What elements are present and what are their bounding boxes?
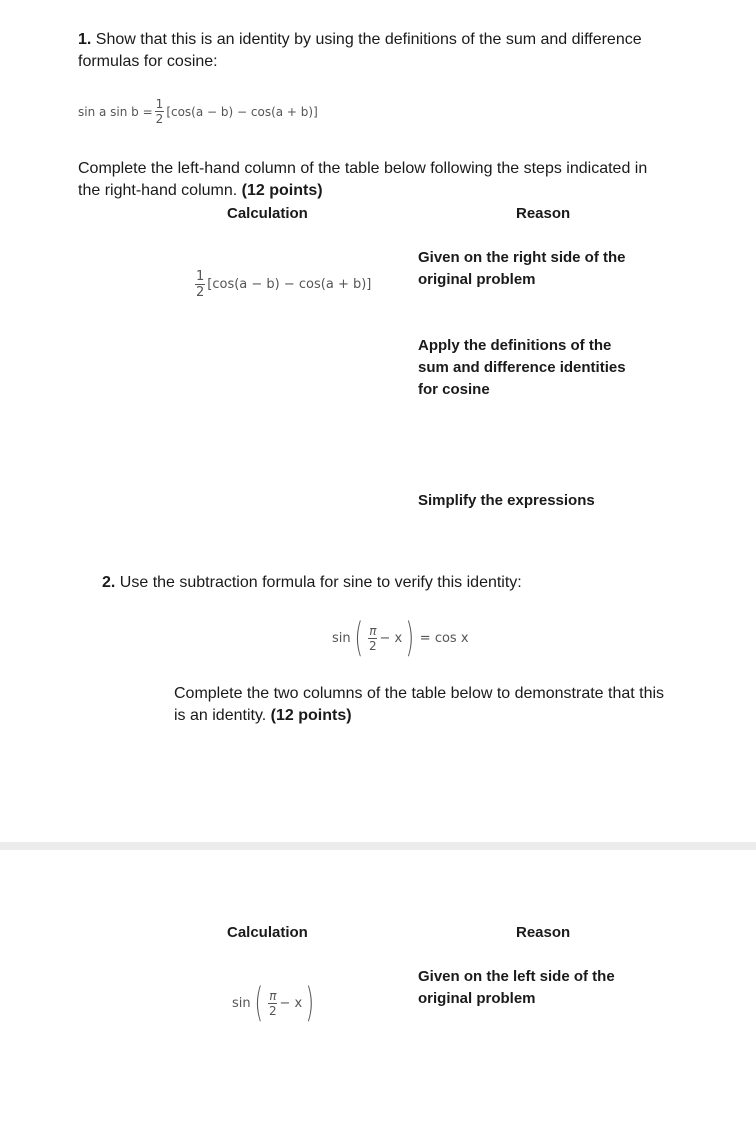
table1-calculation-header: Calculation — [227, 205, 308, 222]
problem1-prompt — [78, 29, 718, 73]
page-divider — [0, 842, 756, 850]
table2-reason-header: Reason — [516, 924, 571, 941]
table2-calculation-header: Calculation — [227, 924, 308, 941]
problem1-number: 1. — [78, 31, 92, 48]
table1-row3-reason: Simplify the expressions — [418, 492, 595, 509]
problem2-prompt: 2. Use the subtraction formula for sine to verify this identity: — [102, 574, 522, 591]
table2-row1-calculation: sin ( $\frac{\pi}{2}$ − x ) — [232, 980, 315, 1026]
problem2-points: (12 points) — [270, 707, 352, 724]
problem1-line2: formulas for cosine: — [78, 53, 218, 70]
identity-half-fraction: $\frac{1}{2}$ — [155, 97, 164, 126]
table1-row2-reason: Apply the definitions of the sum and difference identities for cosine — [418, 337, 626, 398]
identity-rhs: [cos(a − b) − cos(a + b)] — [166, 104, 318, 119]
table1-reason-header: Reason — [516, 205, 571, 222]
problem2-identity: sin ( $\frac{\pi}{2}$ − x ) = cos x — [332, 615, 469, 661]
problem2-number: 2. — [102, 574, 116, 591]
table1-row1-reason: Given on the right side of the original problem — [418, 249, 626, 288]
problem1-instruction: Complete the left-hand column of the table below following the steps indicated in the right-hand column. (12 points) — [78, 160, 648, 199]
table1-row1-calculation: $\frac{1}{2}$ [cos(a − b) − cos(a + b)] — [196, 269, 372, 300]
problem1-line1: Show that this is an identity by using the definitions of the sum and difference — [95, 31, 642, 48]
identity-lhs: sin a sin b = — [78, 104, 153, 119]
table2-row1-reason: Given on the left side of the original problem — [418, 968, 615, 1007]
problem2-instruction: Complete the two columns of the table below to demonstrate that this is an identity. (12 points) — [174, 685, 665, 724]
problem1-points: (12 points) — [241, 182, 323, 199]
problem1-identity — [78, 98, 318, 125]
